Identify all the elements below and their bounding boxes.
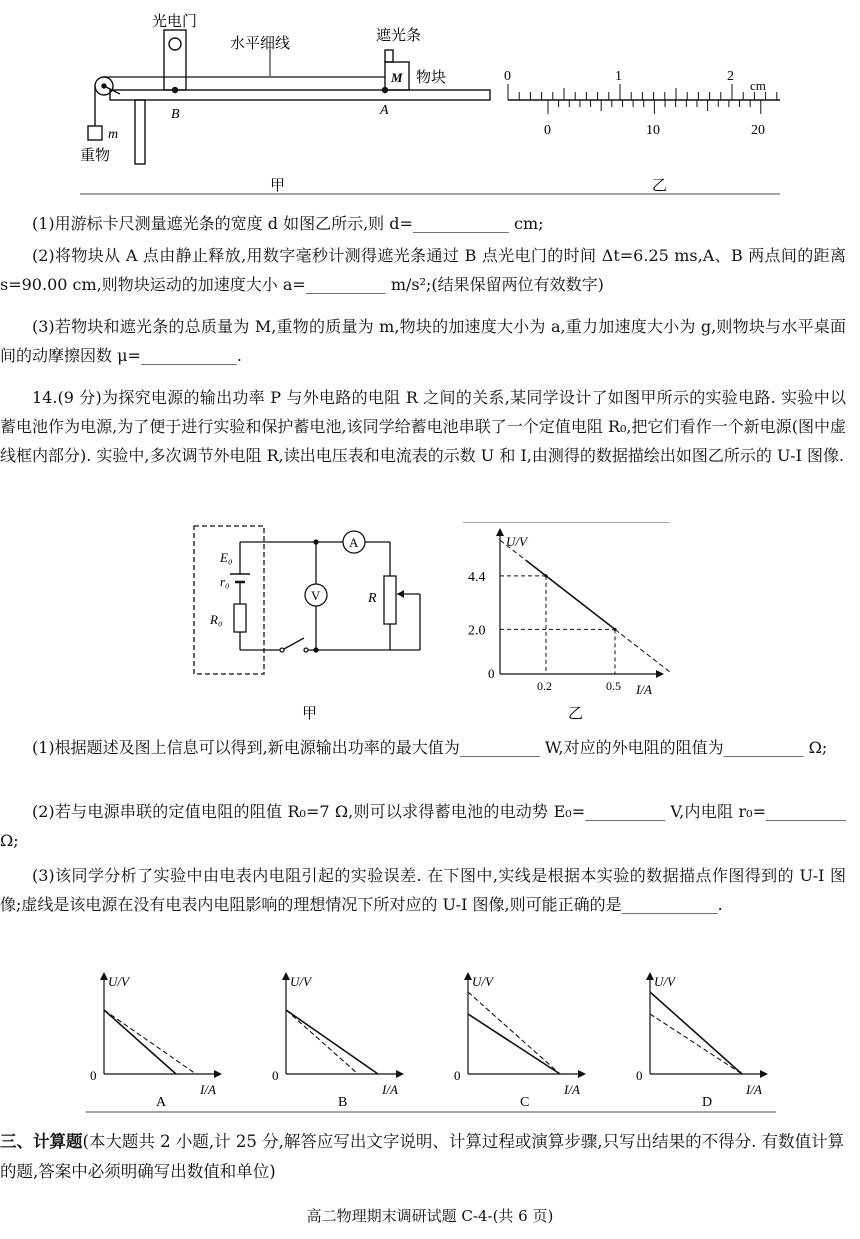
ammeter-label: A bbox=[349, 535, 359, 550]
option-label-c: C bbox=[520, 1095, 530, 1110]
photogate-label: 光电门 bbox=[152, 14, 198, 30]
ui-graph bbox=[463, 522, 670, 674]
option-dashed-line bbox=[286, 1010, 358, 1074]
unit-cm: cm bbox=[750, 78, 766, 93]
point-b-label: B bbox=[171, 107, 180, 122]
caption-yi: 乙 bbox=[652, 178, 668, 194]
main-tick-2: 2 bbox=[727, 69, 734, 84]
extension-dashed-bottom bbox=[615, 629, 670, 674]
main-tick-1: 1 bbox=[615, 69, 622, 84]
vernier-tick-10: 10 bbox=[646, 123, 660, 138]
figure-options bbox=[86, 968, 776, 1118]
rheostat-label: R bbox=[368, 591, 377, 606]
data-point bbox=[544, 574, 547, 577]
section-3-text: (本大题共 2 小题,计 25 分,解答应写出文字说明、计算过程或演算步骤,只写出结果的不得分. 有数值计算的题,答案中必须明确写出数值和单位) bbox=[0, 1132, 845, 1181]
data-point bbox=[613, 628, 616, 631]
option-xlabel: I/A bbox=[382, 1082, 398, 1097]
graph-origin: 0 bbox=[488, 666, 495, 681]
apparatus-diagram bbox=[80, 30, 780, 194]
option-label-a: A bbox=[156, 1095, 167, 1110]
section-3-heading: 三、计算题 bbox=[0, 1132, 83, 1151]
page-footer: 高二物理期末调研试题 C-4-(共 6 页) bbox=[306, 1207, 554, 1225]
caption-yi-mid: 乙 bbox=[568, 706, 584, 722]
graph-xlabel: I/A bbox=[636, 682, 652, 697]
main-tick-0: 0 bbox=[504, 69, 511, 84]
mass-m-label: m bbox=[108, 127, 119, 142]
x-tick-label: 0.2 bbox=[537, 679, 552, 693]
option-x-arrow bbox=[214, 1070, 222, 1078]
vernier-caliper bbox=[508, 84, 780, 114]
circuit-diagram bbox=[194, 526, 420, 674]
option-origin: 0 bbox=[90, 1068, 97, 1083]
option-solid-line bbox=[286, 1010, 378, 1074]
y-axis-arrow bbox=[496, 528, 504, 536]
option-y-arrow bbox=[464, 972, 472, 980]
option-ylabel: U/V bbox=[290, 974, 311, 989]
option-ylabel: U/V bbox=[654, 974, 675, 989]
q14-part1: (1)根据题述及图上信息可以得到,新电源输出功率的最大值为__________ W,对应的外电阻的阻值为__________ Ω; bbox=[32, 738, 828, 757]
block-mass-label: M bbox=[391, 70, 403, 85]
option-solid-line bbox=[650, 992, 742, 1074]
data-line bbox=[526, 560, 615, 629]
option-x-arrow bbox=[760, 1070, 768, 1078]
option-ylabel: U/V bbox=[472, 974, 493, 989]
y-tick-label: 4.4 bbox=[468, 569, 486, 585]
q14-part2: (2)若与电源串联的定值电阻的阻值 R₀=7 Ω,则可以求得蓄电池的电动势 E₀=__________ V,内电阻 r₀=__________ Ω; bbox=[0, 802, 846, 850]
weight-label: 重物 bbox=[80, 148, 111, 164]
option-dashed-line bbox=[650, 1014, 742, 1074]
option-label-d: D bbox=[702, 1095, 713, 1110]
R0-label: R₀ bbox=[210, 612, 223, 627]
y-tick-label: 2.0 bbox=[468, 623, 486, 639]
option-y-arrow bbox=[282, 972, 290, 980]
r0-label: r₀ bbox=[220, 574, 230, 589]
option-x-arrow bbox=[578, 1070, 586, 1078]
option-xlabel: I/A bbox=[564, 1082, 580, 1097]
option-origin: 0 bbox=[272, 1068, 279, 1083]
x-tick-label: 0.5 bbox=[606, 679, 621, 693]
option-y-arrow bbox=[100, 972, 108, 980]
option-x-arrow bbox=[396, 1070, 404, 1078]
option-solid-line bbox=[104, 1010, 176, 1074]
option-xlabel: I/A bbox=[746, 1082, 762, 1097]
option-dashed-line bbox=[104, 1010, 196, 1074]
section-3 bbox=[0, 1127, 846, 1187]
rheostat-slider-arrow bbox=[397, 590, 404, 598]
point-a-label: A bbox=[380, 103, 389, 118]
option-label-b: B bbox=[338, 1095, 348, 1110]
figure-middle bbox=[190, 522, 670, 724]
x-axis-arrow bbox=[656, 670, 664, 678]
block-label: 物块 bbox=[416, 70, 447, 86]
option-solid-line bbox=[468, 1014, 560, 1074]
option-origin: 0 bbox=[636, 1068, 643, 1083]
q13-part1: (1)用游标卡尺测量遮光条的宽度 d 如图乙所示,则 d=____________ cm; bbox=[32, 214, 544, 233]
option-xlabel: I/A bbox=[200, 1082, 216, 1097]
option-origin: 0 bbox=[454, 1068, 461, 1083]
q13-part3: (3)若物块和遮光条的总质量为 M,重物的质量为 m,物块的加速度大小为 a,重力加速度大小为 g,则物块与水平桌面间的动摩擦因数 μ=____________. bbox=[0, 317, 846, 365]
option-ylabel: U/V bbox=[108, 974, 129, 989]
graph-ylabel: U/V bbox=[506, 534, 527, 549]
q14-part3: (3)该同学分析了实验中由电表内电阻引起的实验误差. 在下图中,实线是根据本实验的数据描点作图得到的 U-I 图像;虚线是该电源在没有电表内电阻影响的理想情况下所对应的 U-I 图像,则可能正确的是____________. bbox=[0, 866, 846, 914]
vernier-tick-20: 20 bbox=[751, 123, 765, 138]
string-label: 水平细线 bbox=[230, 36, 291, 52]
q14-intro: 14.(9 分)为探究电源的输出功率 P 与外电路的电阻 R 之间的关系,某同学设计了如图甲所示的实验电路. 实验中以蓄电池作为电源,为了便于进行实验和保护蓄电池,该同学给蓄电池串联了一个定值电阻 R₀,把它们看作一个新电源(图中虚线框内部分). 实验中,多次调节外电阻 R,读出电压表和电流表的示数 U 和 I,由测得的数据描绘出如图乙所示的 U-I 图像. bbox=[0, 388, 846, 465]
caption-jia: 甲 bbox=[270, 178, 286, 194]
vernier-tick-0: 0 bbox=[544, 123, 551, 138]
voltmeter-label: V bbox=[311, 588, 321, 603]
option-dashed-line bbox=[468, 992, 560, 1074]
figure-top bbox=[80, 10, 780, 196]
e0-label: E₀ bbox=[220, 550, 233, 565]
q13-part2: (2)将物块从 A 点由静止释放,用数字毫秒计测得遮光条通过 B 点光电门的时间 Δt=6.25 ms,A、B 两点间的距离 s=90.00 cm,则物块运动的加速度大小 a=__________ m/s²;(结果保留两位有效数字) bbox=[0, 246, 846, 294]
shading-strip-label: 遮光条 bbox=[376, 28, 422, 44]
option-y-arrow bbox=[646, 972, 654, 980]
caption-jia-mid: 甲 bbox=[302, 706, 318, 722]
